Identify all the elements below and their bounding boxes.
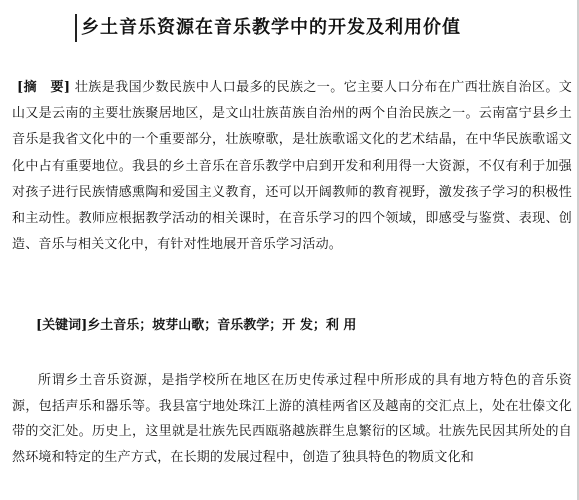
page-title: 乡土音乐资源在音乐教学中的开发及利用价值 <box>81 17 461 38</box>
body-paragraph: 所谓乡土音乐资源，是指学校所在地区在历史传承过程中所形成的具有地方特色的音乐资源，包括声乐和器乐等。我县富宁地处珠江上游的滇桂两省区及越南的交汇点上，处在壮傣文化带的交汇处。历史上，这里就是壮族先民西瓯骆越族群生息繁衍的区域。壮族先民因其所处的自然环境和特定的生产方式，在长期的发展过程中，创造了独具特色的物质文化和 <box>12 373 572 465</box>
title-bar <box>75 14 461 42</box>
abstract-text: 壮族是我国少数民族中人口最多的民族之一。它主要人口分布在广西壮族自治区。文山又是云南的主要壮族聚居地区，是文山壮族苗族自治州的两个自治民族之一。云南富宁县乡土音乐是我省文化中的一个重要部分，壮族嘹歌，是壮族歌谣文化的艺术结晶，在中华民族歌谣文化中占有重要地位。我县的乡土音乐在音乐教学中启到开发和利用得一大资源，不仅有利于加强对孩子进行民族情感熏陶和爱国主义教育，还可以开阔教师的教育视野，激发孩子学习的积极性和主动性。教师应根据教学活动的相关课时，在音乐学习的四个领域，即感受与鉴赏、表现、创造、音乐与相关文化中，有针对性地展开音乐学习活动。 <box>12 80 572 253</box>
abstract-label: [摘 要] <box>17 80 71 95</box>
keywords-line: [关键词]乡土音乐；坡芽山歌；音乐教学；开 发；利 用 <box>36 318 357 333</box>
abstract-paragraph <box>12 75 572 258</box>
